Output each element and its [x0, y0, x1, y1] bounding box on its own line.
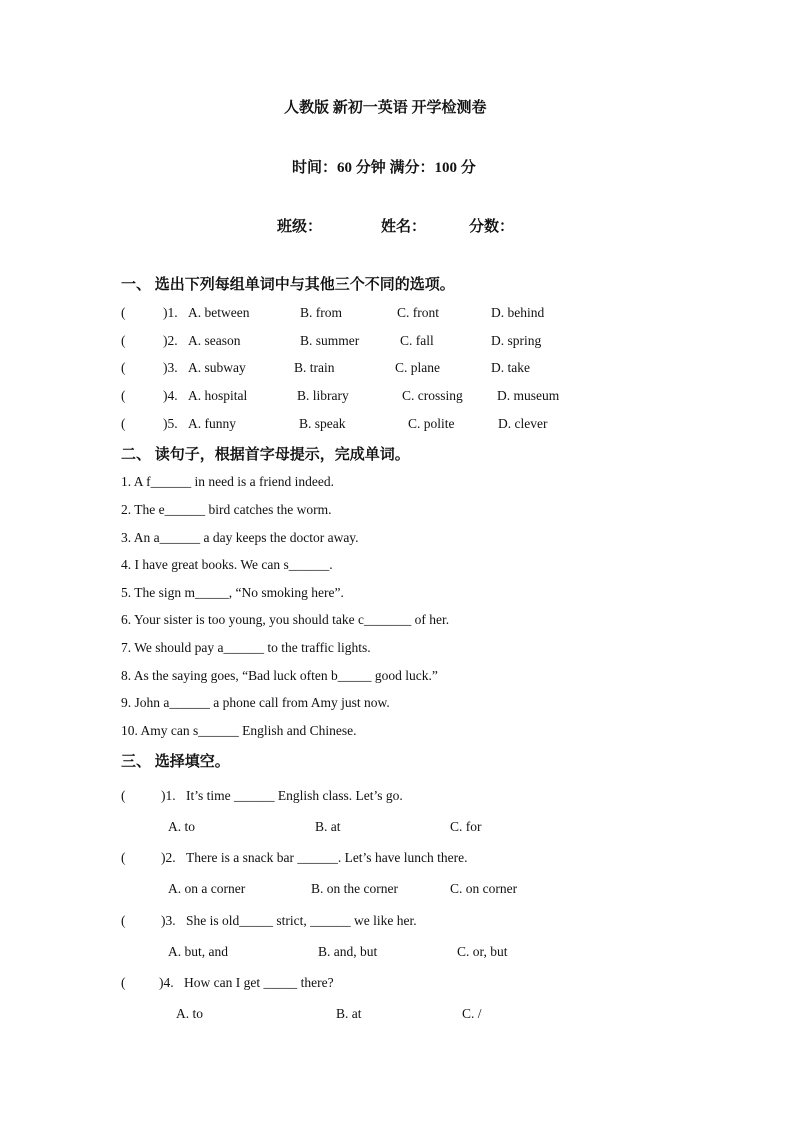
- fill-item-2: 2. The e______ bird catches the worm.: [121, 502, 332, 517]
- section1-heading: 一、 选出下列每组单词中与其他三个不同的选项。: [121, 277, 455, 293]
- option-a: A. hospital: [188, 388, 248, 403]
- question-number: )1.: [163, 305, 178, 320]
- option-d: D. clever: [498, 416, 548, 431]
- option-a: A. funny: [188, 416, 236, 431]
- answer-paren: (: [121, 850, 126, 865]
- option-b: B. at: [336, 1006, 362, 1021]
- question-text: It’s time ______ English class. Let’s go.: [186, 788, 403, 803]
- option-c: C. polite: [408, 416, 455, 431]
- answer-paren: (: [121, 913, 126, 928]
- section2-heading: 二、 读句子，根据首字母提示，完成单词。: [121, 447, 410, 463]
- option-b: B. and, but: [318, 944, 378, 959]
- option-a: A. to: [168, 819, 195, 834]
- option-a: A. between: [188, 305, 250, 320]
- option-b: B. summer: [300, 333, 360, 348]
- option-d: D. museum: [497, 388, 560, 403]
- question-text: How can I get _____ there?: [184, 975, 334, 990]
- option-b: B. at: [315, 819, 341, 834]
- option-a: A. to: [176, 1006, 203, 1021]
- fill-item-3: 3. An a______ a day keeps the doctor away.: [121, 530, 359, 545]
- name-label: 姓名：: [381, 219, 427, 235]
- option-b: B. from: [300, 305, 342, 320]
- option-c: C. on corner: [450, 881, 518, 896]
- score-label: 分数：: [469, 219, 515, 235]
- question-number: )4.: [163, 388, 178, 403]
- fill-item-10: 10. Amy can s______ English and Chinese.: [121, 723, 357, 738]
- page-title: 人教版 新初一英语 开学检测卷: [284, 100, 487, 116]
- section3-heading: 三、 选择填空。: [121, 754, 230, 770]
- option-a: A. on a corner: [168, 881, 246, 896]
- option-b: B. library: [297, 388, 349, 403]
- option-c: C. for: [450, 819, 482, 834]
- option-c: C. /: [462, 1006, 482, 1021]
- question-number: )3.: [163, 360, 178, 375]
- answer-paren: (: [121, 975, 126, 990]
- option-d: D. take: [491, 360, 530, 375]
- option-b: B. speak: [299, 416, 346, 431]
- option-d: D. behind: [491, 305, 545, 320]
- answer-paren: (: [121, 333, 126, 348]
- option-c: C. plane: [395, 360, 440, 375]
- option-a: A. subway: [188, 360, 246, 375]
- answer-paren: (: [121, 788, 126, 803]
- fill-item-5: 5. The sign m_____, “No smoking here”.: [121, 585, 344, 600]
- question-number: )3.: [161, 913, 176, 928]
- class-label: 班级：: [277, 219, 323, 235]
- fill-item-4: 4. I have great books. We can s______.: [121, 557, 333, 572]
- answer-paren: (: [121, 360, 126, 375]
- question-text: There is a snack bar ______. Let’s have lunch there.: [186, 850, 468, 865]
- question-text: She is old_____ strict, ______ we like her.: [186, 913, 417, 928]
- option-a: A. but, and: [168, 944, 228, 959]
- question-number: )2.: [161, 850, 176, 865]
- option-b: B. train: [294, 360, 335, 375]
- question-number: )4.: [159, 975, 174, 990]
- option-c: C. or, but: [457, 944, 508, 959]
- question-number: )5.: [163, 416, 178, 431]
- option-a: A. season: [188, 333, 241, 348]
- fill-item-1: 1. A f______ in need is a friend indeed.: [121, 474, 334, 489]
- fill-item-6: 6. Your sister is too young, you should take c_______ of her.: [121, 612, 450, 627]
- option-b: B. on the corner: [311, 881, 398, 896]
- fill-item-8: 8. As the saying goes, “Bad luck often b_____ good luck.”: [121, 668, 438, 683]
- question-number: )2.: [163, 333, 178, 348]
- option-d: D. spring: [491, 333, 542, 348]
- time-info: 时间：60 分钟 满分：100 分: [292, 160, 476, 176]
- answer-paren: (: [121, 305, 126, 320]
- question-number: )1.: [161, 788, 176, 803]
- option-c: C. fall: [400, 333, 434, 348]
- fill-item-7: 7. We should pay a______ to the traffic lights.: [121, 640, 371, 655]
- answer-paren: (: [121, 388, 126, 403]
- option-c: C. front: [397, 305, 439, 320]
- option-c: C. crossing: [402, 388, 463, 403]
- fill-item-9: 9. John a______ a phone call from Amy just now.: [121, 695, 390, 710]
- answer-paren: (: [121, 416, 126, 431]
